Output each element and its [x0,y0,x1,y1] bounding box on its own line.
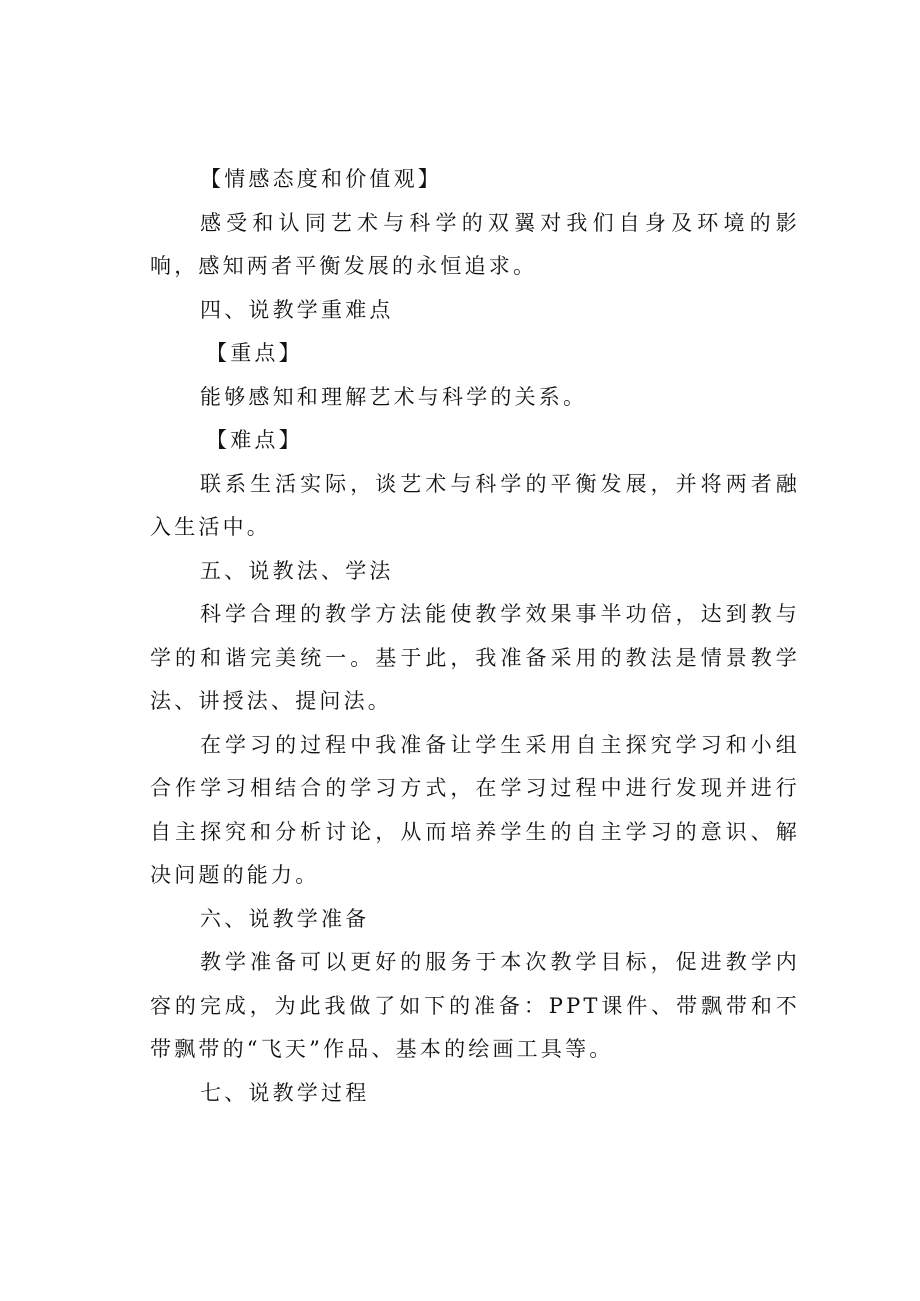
paragraph-difficult-point: 联系生活实际，谈艺术与科学的平衡发展，并将两者融入生活中。 [150,471,800,539]
heading-difficult-point: 【难点】 [206,428,303,452]
section-heading-key-difficult-points: 四、说教学重难点 [200,297,394,322]
paragraph-teaching-methods: 科学合理的教学方法能使教学效果事半功倍，达到教与学的和谐完美统一。基于此，我准备采用的教法是情景教学法、讲授法、提问法。 [150,602,800,713]
paragraph-learning-methods: 在学习的过程中我准备让学生采用自主探究学习和小组合作学习相结合的学习方式，在学习过程中进行发现并进行自主探究和分析讨论，从而培养学生的自主学习的意识、解决问题的能力。 [150,732,800,887]
paragraph-emotion-goal: 感受和认同艺术与科学的双翼对我们自身及环境的影响，感知两者平衡发展的永恒追求。 [150,210,800,278]
heading-emotion-attitude-values: 【情感态度和价值观】 [200,167,442,191]
heading-key-point: 【重点】 [206,341,303,365]
paragraph-teaching-preparation: 教学准备可以更好的服务于本次教学目标，促进教学内容的完成，为此我做了如下的准备：PPT课件、带飘带和不带飘带的“飞天”作品、基本的绘画工具等。 [150,950,800,1061]
section-heading-teaching-methods: 五、说教法、学法 [200,558,394,583]
section-heading-teaching-process: 七、说教学过程 [200,1080,370,1105]
paragraph-key-point: 能够感知和理解艺术与科学的关系。 [200,384,588,409]
document-body [150,158,800,1115]
section-heading-teaching-preparation: 六、说教学准备 [200,906,370,931]
